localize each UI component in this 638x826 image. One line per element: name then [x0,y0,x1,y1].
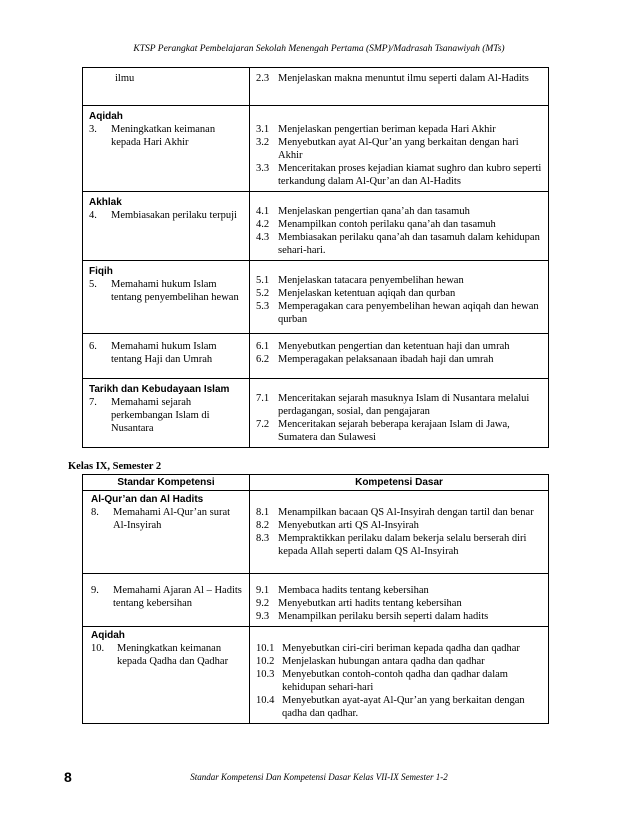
kd-item: 10.4 Menyebutkan ayat-ayat Al-Qur’an yang berkaitan dengan qadha dan qadhar. [256,695,525,719]
sk-text: Memahami Ajaran Al – Hadits tentang kebersihan [113,585,242,609]
kd-item: 9.2 Menyebutkan arti hadits tentang kebersihan [256,598,462,609]
table-row: 6. Memahami hukum Islam tentang Haji dan Umrah 6.1 Menyebutkan pengertian dan ketentuan haji dan umrah 6.2 Memperagakan pelaksanaan ibadah haji dan umrah [83,334,549,379]
kd-item: 8.2 Menyebutkan arti QS Al-Insyirah [256,520,419,531]
kd-item: 4.2 Menampilkan contoh perilaku qana’ah dan tasamuh [256,219,496,230]
table-row: Aqidah 3. Meningkatkan keimanan kepada Hari Akhir 3.1 Menjelaskan pengertian beriman kepada Hari Akhir 3.2 Menyebutkan ayat Al-Qur’an yang berkaitan dengan hari Akhir 3.3 Menceritakan proses kejadian kiamat sughro dan kubro seperti terkandung dalam Al-Qur’an dan Al-Hadits [83,106,549,192]
kd-item: 9.3 Menampilkan perilaku bersih seperti dalam hadits [256,611,489,622]
section-title: Kelas IX, Semester 2 [68,461,162,472]
kd-item: 6.1 Menyebutkan pengertian dan ketentuan haji dan umrah [256,341,510,352]
sk-text: Memahami sejarah perkembangan Islam di Nusantara [111,397,210,434]
table-row [83,68,549,106]
sk-text: Memahami hukum Islam tentang Haji dan Umrah [111,341,217,365]
kd-item: 3.3 Menceritakan proses kejadian kiamat sughro dan kubro seperti terkandung dalam Al-Qur’an dan Al-Hadits [256,163,542,187]
sk-text: Memahami hukum Islam tentang penyembelihan hewan [111,279,239,303]
kd-item: 7.2 Menceritakan sejarah beberapa kerajaan Islam di Jawa, Sumatera dan Sulawesi [256,419,510,443]
kd-item: 4.1 Menjelaskan pengertian qana’ah dan tasamuh [256,206,470,217]
section-heading: Akhlak [89,197,122,208]
table-row: Aqidah 10. Meningkatkan keimanan kepada Qadha dan Qadhar 10.1 Menyebutkan ciri-ciri beriman kepada qadha dan qadhar 10.2 Menjelaskan hubungan antara qadha dan qadhar 10.3 Menyebutkan contoh-contoh qadha dan qadhar dalam kehidupan sehari-hari 10.4 Menyebutkan ayat-ayat Al-Qur’an yang berkaitan dengan qadha dan qadhar. [83,627,549,724]
table-row: Akhlak 4. Membiasakan perilaku terpuji 4.1 Menjelaskan pengertian qana’ah dan tasamuh 4.2 Menampilkan contoh perilaku qana’ah dan tasamuh 4.3 Membiasakan perilaku qana’ah dan tasamuh dalam kehidupan sehari-hari. [83,192,549,261]
table-row: 9. Memahami Ajaran Al – Hadits tentang kebersihan 9.1 Membaca hadits tentang kebersihan 9.2 Menyebutkan arti hadits tentang kebersihan 9.3 Menampilkan perilaku bersih seperti dalam hadits [83,574,549,627]
column-header: Kompetensi Dasar [250,475,549,491]
kd-item: 10.2 Menjelaskan hubungan antara qadha dan qadhar [256,656,485,667]
table-row: Tarikh dan Kebudayaan Islam 7. Memahami sejarah perkembangan Islam di Nusantara 7.1 Menceritakan sejarah masuknya Islam di Nusantara melalui perdagangan, sosial, dan pengajaran 7.2 Menceritakan sejarah beberapa kerajaan Islam di Jawa, Sumatera dan Sulawesi [83,379,549,448]
kd-item: 7.1 Menceritakan sejarah masuknya Islam di Nusantara melalui perdagangan, sosial, dan pengajaran [256,393,530,417]
competency-table-ix-2 [82,474,549,724]
table-header-row [83,475,549,491]
kd-item: 5.3 Memperagakan cara penyembelihan hewan aqiqah dan hewan qurban [256,301,539,325]
section-heading: Fiqih [89,266,113,277]
kd-item: 6.2 Memperagakan pelaksanaan ibadah haji dan umrah [256,354,494,365]
column-header: Standar Kompetensi [83,475,250,491]
section-heading: Tarikh dan Kebudayaan Islam [89,384,230,395]
kd-item: 5.2 Menjelaskan ketentuan aqiqah dan qurban [256,288,456,299]
sk-text: Meningkatkan keimanan kepada Hari Akhir [111,124,216,148]
kd-item: 9.1 Membaca hadits tentang kebersihan [256,585,429,596]
sk-text: Membiasakan perilaku terpuji [111,210,237,221]
table-row: Fiqih 5. Memahami hukum Islam tentang penyembelihan hewan 5.1 Menjelaskan tatacara penyembelihan hewan 5.2 Menjelaskan ketentuan aqiqah dan qurban 5.3 Memperagakan cara penyembelihan hewan aqiqah dan hewan qurban [83,261,549,334]
section-heading: Aqidah [89,111,123,122]
kd-item: 3.1 Menjelaskan pengertian beriman kepada Hari Akhir [256,124,496,135]
page-number: 8 [64,769,72,785]
kd-item: 8.3 Mempraktikkan perilaku dalam bekerja selalu berserah diri kepada Allah seperti dalam QS Al-Insyirah [256,533,527,557]
kd-item: 10.3 Menyebutkan contoh-contoh qadha dan qadhar dalam kehidupan sehari-hari [256,669,508,693]
competency-table-ix-1 [82,67,549,448]
sk-text: Memahami Al-Qur’an surat Al-Insyirah [113,507,231,531]
table-row: Al-Qur’an dan Al Hadits 8. Memahami Al-Qur’an surat Al-Insyirah 8.1 Menampilkan bacaan QS Al-Insyirah dengan tartil dan benar 8.2 Menyebutkan arti QS Al-Insyirah 8.3 Mempraktikkan perilaku dalam bekerja selalu berserah diri kepada Allah seperti dalam QS Al-Insyirah [83,491,549,574]
page-header: KTSP Perangkat Pembelajaran Sekolah Menengah Pertama (SMP)/Madrasah Tsanawiyah (MTs) [133,44,505,54]
kd-item: 4.3 Membiasakan perilaku qana’ah dan tasamuh dalam kehidupan sehari-hari. [256,232,540,256]
sk-text: Meningkatkan keimanan kepada Qadha dan Qadhar [117,643,229,667]
kd-item: 2.3 Menjelaskan makna menuntut ilmu seperti dalam Al-Hadits [256,73,529,84]
kd-item: 5.1 Menjelaskan tatacara penyembelihan hewan [256,275,464,286]
sk-text: ilmu [115,73,135,84]
page-footer: Standar Kompetensi Dan Kompetensi Dasar Kelas VII-IX Semester 1-2 [190,772,448,782]
kd-item: 8.1 Menampilkan bacaan QS Al-Insyirah dengan tartil dan benar [256,507,534,518]
kd-item: 3.2 Menyebutkan ayat Al-Qur’an yang berkaitan dengan hari Akhir [256,137,519,161]
kd-item: 10.1 Menyebutkan ciri-ciri beriman kepada qadha dan qadhar [256,643,520,654]
section-heading: Al-Qur’an dan Al Hadits [91,494,204,505]
section-heading: Aqidah [91,630,125,641]
